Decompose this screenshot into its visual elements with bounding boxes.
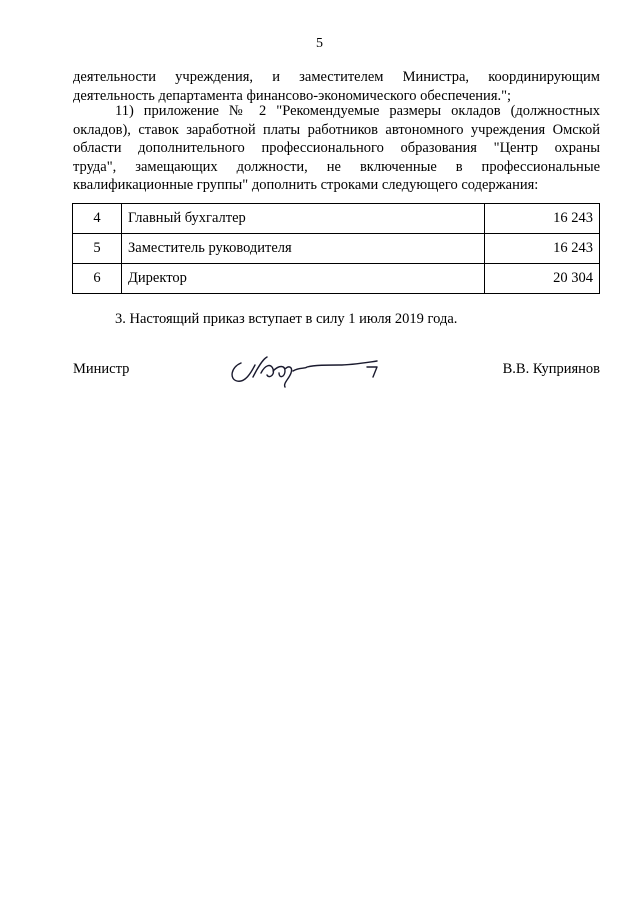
row-number: 5: [73, 234, 122, 264]
signer-position: Министр: [73, 361, 130, 377]
salary-table: [72, 203, 600, 294]
signer-name: В.В. Куприянов: [502, 361, 600, 377]
text-line: 11) приложение № 2 "Рекомендуемые размеры окладов (должностных: [115, 103, 600, 119]
text-line: области дополнительного профессионального образования "Центр охраны: [73, 140, 600, 156]
paragraph-amendment: [73, 102, 600, 195]
handwritten-signature: [227, 351, 392, 391]
table-row: [73, 204, 600, 234]
text-line: квалификационные группы" дополнить строками следующего содержания:: [73, 177, 539, 193]
paragraph-continuation: [73, 68, 600, 105]
position-name: Заместитель руководителя: [122, 234, 485, 264]
table-row: [73, 234, 600, 264]
salary-value: 16 243: [485, 204, 600, 234]
position-name: Главный бухгалтер: [122, 204, 485, 234]
salary-value: 20 304: [485, 264, 600, 294]
row-number: 6: [73, 264, 122, 294]
table-row: [73, 264, 600, 294]
salary-value: 16 243: [485, 234, 600, 264]
position-name: Директор: [122, 264, 485, 294]
text-line: окладов), ставок заработной платы работников автономного учреждения Омской: [73, 121, 600, 138]
text-line: труда", замещающих должности, не включенные в профессиональные: [73, 158, 600, 175]
effective-date-paragraph: 3. Настоящий приказ вступает в силу 1 июля 2019 года.: [115, 311, 458, 327]
page-number: 5: [316, 36, 323, 51]
text-line: деятельность департамента финансово-экономического обеспечения.";: [73, 87, 512, 104]
row-number: 4: [73, 204, 122, 234]
text-line: деятельности учреждения, и заместителем Министра, координирующим: [73, 69, 600, 85]
